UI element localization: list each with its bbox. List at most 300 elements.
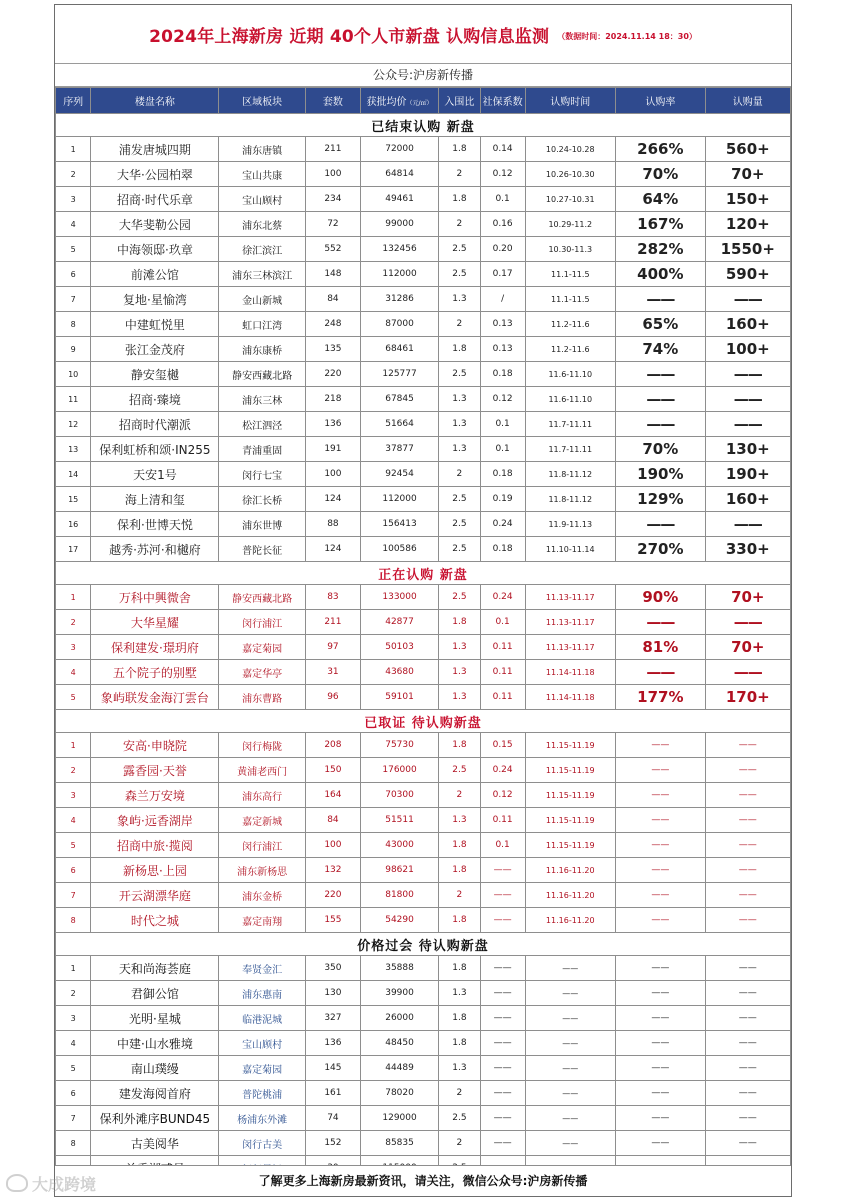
row-district: 黄浦老西门 — [219, 758, 305, 783]
row-units: 100 — [305, 162, 360, 187]
row-district: 浦东金桥 — [219, 883, 305, 908]
row-index: 3 — [56, 635, 91, 660]
row-rate: —— — [616, 858, 706, 883]
row-price: 78020 — [361, 1081, 439, 1106]
row-ratio: 1.8 — [439, 858, 481, 883]
row-district: 宝山共康 — [219, 162, 305, 187]
row-index: 1 — [56, 733, 91, 758]
row-district: 宝山顾村 — [219, 187, 305, 212]
row-rate: 129% — [616, 487, 706, 512]
row-volume: —— — [705, 512, 790, 537]
row-rate: 65% — [616, 312, 706, 337]
row-time: 11.15-11.19 — [525, 808, 616, 833]
row-time: 11.8-11.12 — [525, 487, 616, 512]
row-district: 普陀长征 — [219, 537, 305, 562]
row-name: 中建虹悦里 — [91, 312, 219, 337]
row-ratio: 1.3 — [439, 981, 481, 1006]
row-index: 15 — [56, 487, 91, 512]
row-time: —— — [525, 1131, 616, 1156]
row-volume: 560+ — [705, 137, 790, 162]
row-volume: 330+ — [705, 537, 790, 562]
row-ratio: 1.8 — [439, 733, 481, 758]
row-index: 7 — [56, 1106, 91, 1131]
row-name: 露香园·天誉 — [91, 758, 219, 783]
listing-table — [55, 87, 791, 1181]
row-index: 5 — [56, 237, 91, 262]
row-index: 8 — [56, 1131, 91, 1156]
row-ratio: 2 — [439, 212, 481, 237]
row-coef: —— — [480, 1106, 525, 1131]
row-name: 海上清和玺 — [91, 487, 219, 512]
row-name: 大华星耀 — [91, 610, 219, 635]
row-index: 11 — [56, 387, 91, 412]
row-coef: 0.18 — [480, 462, 525, 487]
row-district: 嘉定华亭 — [219, 660, 305, 685]
row-rate: —— — [616, 362, 706, 387]
row-ratio: 1.3 — [439, 808, 481, 833]
row-name: 时代之城 — [91, 908, 219, 933]
row-volume: —— — [705, 660, 790, 685]
row-time: 11.14-11.18 — [525, 685, 616, 710]
row-time: 11.7-11.11 — [525, 412, 616, 437]
row-index: 5 — [56, 833, 91, 858]
table-row — [56, 537, 791, 562]
row-name: 森兰万安境 — [91, 783, 219, 808]
table-row — [56, 312, 791, 337]
table-row — [56, 610, 791, 635]
table-row — [56, 908, 791, 933]
table-header — [56, 88, 791, 114]
row-units: 74 — [305, 1106, 360, 1131]
row-coef: 0.11 — [480, 808, 525, 833]
row-volume: —— — [705, 412, 790, 437]
row-ratio: 2 — [439, 162, 481, 187]
row-index: 4 — [56, 212, 91, 237]
row-price: 59101 — [361, 685, 439, 710]
table-row — [56, 685, 791, 710]
row-price: 39900 — [361, 981, 439, 1006]
row-coef: —— — [480, 883, 525, 908]
row-price: 50103 — [361, 635, 439, 660]
row-index: 2 — [56, 162, 91, 187]
row-time: —— — [525, 1106, 616, 1131]
col-header-price — [361, 88, 439, 114]
row-time: 11.16-11.20 — [525, 908, 616, 933]
row-name: 象屿联发金海汀雲台 — [91, 685, 219, 710]
row-units: 148 — [305, 262, 360, 287]
row-coef: 0.1 — [480, 412, 525, 437]
account-line: 公众号:沪房新传播 — [55, 64, 791, 87]
row-district: 徐汇长桥 — [219, 487, 305, 512]
row-district: 嘉定菊园 — [219, 635, 305, 660]
row-time: 11.9-11.13 — [525, 512, 616, 537]
row-coef: 0.1 — [480, 833, 525, 858]
row-ratio: 1.8 — [439, 1031, 481, 1056]
row-units: 135 — [305, 337, 360, 362]
row-rate: —— — [616, 387, 706, 412]
row-district: 静安西藏北路 — [219, 585, 305, 610]
row-district: 松江泗泾 — [219, 412, 305, 437]
table-row — [56, 660, 791, 685]
row-time: 11.2-11.6 — [525, 337, 616, 362]
row-price: 112000 — [361, 487, 439, 512]
row-rate: —— — [616, 956, 706, 981]
row-price: 72000 — [361, 137, 439, 162]
row-rate: —— — [616, 883, 706, 908]
row-district: 浦东惠南 — [219, 981, 305, 1006]
row-coef: 0.19 — [480, 487, 525, 512]
table-row — [56, 585, 791, 610]
row-name: 静安玺樾 — [91, 362, 219, 387]
row-units: 234 — [305, 187, 360, 212]
row-district: 浦东康桥 — [219, 337, 305, 362]
row-rate: 70% — [616, 162, 706, 187]
row-coef: —— — [480, 981, 525, 1006]
row-price: 100586 — [361, 537, 439, 562]
table-row — [56, 956, 791, 981]
row-index: 3 — [56, 187, 91, 212]
table-row — [56, 635, 791, 660]
row-rate: —— — [616, 1031, 706, 1056]
col-header-district: 区域板块 — [219, 88, 305, 114]
row-rate: —— — [616, 758, 706, 783]
row-volume: —— — [705, 1081, 790, 1106]
row-volume: 70+ — [705, 585, 790, 610]
table-row — [56, 462, 791, 487]
row-name: 古美阅华 — [91, 1131, 219, 1156]
row-rate: 266% — [616, 137, 706, 162]
row-district: 浦东唐镇 — [219, 137, 305, 162]
row-units: 96 — [305, 685, 360, 710]
row-price: 133000 — [361, 585, 439, 610]
row-index: 8 — [56, 312, 91, 337]
row-ratio: 2 — [439, 1081, 481, 1106]
row-units: 220 — [305, 883, 360, 908]
row-price: 67845 — [361, 387, 439, 412]
row-units: 97 — [305, 635, 360, 660]
row-district: 闵行古美 — [219, 1131, 305, 1156]
row-district: 浦东世博 — [219, 512, 305, 537]
row-time: 11.13-11.17 — [525, 610, 616, 635]
row-index: 7 — [56, 883, 91, 908]
row-time: 11.10-11.14 — [525, 537, 616, 562]
row-index: 4 — [56, 660, 91, 685]
row-coef: 0.13 — [480, 312, 525, 337]
row-name: 浦发唐城四期 — [91, 137, 219, 162]
row-rate: —— — [616, 981, 706, 1006]
row-ratio: 2.5 — [439, 537, 481, 562]
row-ratio: 1.3 — [439, 685, 481, 710]
row-coef: 0.17 — [480, 262, 525, 287]
row-rate: —— — [616, 833, 706, 858]
row-units: 84 — [305, 808, 360, 833]
table-row — [56, 833, 791, 858]
row-rate: —— — [616, 287, 706, 312]
row-ratio: 2 — [439, 1131, 481, 1156]
row-coef: 0.11 — [480, 635, 525, 660]
row-price: 26000 — [361, 1006, 439, 1031]
row-district: 闵行浦江 — [219, 833, 305, 858]
row-ratio: 2 — [439, 312, 481, 337]
row-price: 156413 — [361, 512, 439, 537]
row-district: 浦东北蔡 — [219, 212, 305, 237]
row-rate: —— — [616, 733, 706, 758]
row-index: 3 — [56, 783, 91, 808]
watermark-logo-icon — [6, 1174, 28, 1192]
row-ratio: 1.8 — [439, 956, 481, 981]
price-unit: （元/㎡） — [406, 100, 433, 107]
row-name: 保利外滩序BUND45 — [91, 1106, 219, 1131]
row-rate: —— — [616, 783, 706, 808]
row-volume: —— — [705, 783, 790, 808]
section-heading-row — [56, 710, 791, 733]
row-coef: 0.18 — [480, 537, 525, 562]
row-volume: —— — [705, 362, 790, 387]
row-units: 124 — [305, 537, 360, 562]
row-rate: —— — [616, 660, 706, 685]
row-index: 5 — [56, 1056, 91, 1081]
row-ratio: 1.3 — [439, 287, 481, 312]
row-name: 开云湖漂华庭 — [91, 883, 219, 908]
row-price: 85835 — [361, 1131, 439, 1156]
row-time: 11.1-11.5 — [525, 287, 616, 312]
row-units: 220 — [305, 362, 360, 387]
table-row — [56, 1106, 791, 1131]
table-row — [56, 1081, 791, 1106]
row-units: 130 — [305, 981, 360, 1006]
table-row — [56, 487, 791, 512]
table-row — [56, 362, 791, 387]
row-time: 11.15-11.19 — [525, 833, 616, 858]
row-coef: —— — [480, 1056, 525, 1081]
row-volume: —— — [705, 858, 790, 883]
row-ratio: 2.5 — [439, 237, 481, 262]
col-header-name: 楼盘名称 — [91, 88, 219, 114]
row-district: 浦东三林 — [219, 387, 305, 412]
row-coef: 0.24 — [480, 585, 525, 610]
row-volume: 160+ — [705, 487, 790, 512]
row-time: 11.2-11.6 — [525, 312, 616, 337]
row-ratio: 1.8 — [439, 337, 481, 362]
row-ratio: 1.3 — [439, 635, 481, 660]
row-units: 327 — [305, 1006, 360, 1031]
row-coef: 0.11 — [480, 660, 525, 685]
row-time: 11.1-11.5 — [525, 262, 616, 287]
row-index: 16 — [56, 512, 91, 537]
row-index: 12 — [56, 412, 91, 437]
row-district: 浦东新杨思 — [219, 858, 305, 883]
row-rate: —— — [616, 808, 706, 833]
data-timestamp: （数据时间：2024.11.14 18：30） — [557, 31, 697, 41]
row-coef: 0.24 — [480, 512, 525, 537]
section-heading: 已取证 待认购新盘 — [56, 710, 791, 733]
row-price: 81800 — [361, 883, 439, 908]
row-time: 11.16-11.20 — [525, 883, 616, 908]
row-rate: 81% — [616, 635, 706, 660]
row-ratio: 2.5 — [439, 585, 481, 610]
row-district: 嘉定南翔 — [219, 908, 305, 933]
table-row — [56, 758, 791, 783]
row-volume: 150+ — [705, 187, 790, 212]
col-header-coef: 社保系数 — [480, 88, 525, 114]
row-volume: —— — [705, 808, 790, 833]
row-ratio: 1.8 — [439, 610, 481, 635]
table-row — [56, 187, 791, 212]
row-price: 43000 — [361, 833, 439, 858]
row-time: 11.15-11.19 — [525, 783, 616, 808]
row-time: 10.24-10.28 — [525, 137, 616, 162]
row-district: 嘉定菊园 — [219, 1056, 305, 1081]
row-price: 129000 — [361, 1106, 439, 1131]
row-index: 2 — [56, 610, 91, 635]
row-coef: —— — [480, 1006, 525, 1031]
row-time: 10.26-10.30 — [525, 162, 616, 187]
table-row — [56, 162, 791, 187]
row-index: 2 — [56, 981, 91, 1006]
row-name: 天和尚海荟庭 — [91, 956, 219, 981]
row-price: 42877 — [361, 610, 439, 635]
row-index: 3 — [56, 1006, 91, 1031]
row-time: 11.14-11.18 — [525, 660, 616, 685]
row-units: 191 — [305, 437, 360, 462]
watermark — [6, 1172, 96, 1195]
row-units: 218 — [305, 387, 360, 412]
row-units: 83 — [305, 585, 360, 610]
row-ratio: 1.8 — [439, 137, 481, 162]
row-index: 6 — [56, 1081, 91, 1106]
row-rate: 282% — [616, 237, 706, 262]
row-name: 建发海阅首府 — [91, 1081, 219, 1106]
row-units: 552 — [305, 237, 360, 262]
row-time: 11.13-11.17 — [525, 585, 616, 610]
row-ratio: 1.8 — [439, 908, 481, 933]
table-row — [56, 412, 791, 437]
row-district: 浦东曹路 — [219, 685, 305, 710]
col-header-idx: 序列 — [56, 88, 91, 114]
row-name: 光明·星城 — [91, 1006, 219, 1031]
row-rate: —— — [616, 1131, 706, 1156]
row-coef: 0.18 — [480, 362, 525, 387]
row-index: 7 — [56, 287, 91, 312]
row-rate: —— — [616, 610, 706, 635]
row-units: 100 — [305, 833, 360, 858]
row-district: 虹口江湾 — [219, 312, 305, 337]
row-price: 75730 — [361, 733, 439, 758]
table-row — [56, 858, 791, 883]
section-heading: 已结束认购 新盘 — [56, 114, 791, 137]
row-volume: —— — [705, 908, 790, 933]
col-header-ratio: 入围比 — [439, 88, 481, 114]
row-rate: 400% — [616, 262, 706, 287]
row-name: 招商中旅·揽阅 — [91, 833, 219, 858]
row-rate: 167% — [616, 212, 706, 237]
row-name: 张江金茂府 — [91, 337, 219, 362]
row-volume: —— — [705, 1131, 790, 1156]
row-district: 普陀桃浦 — [219, 1081, 305, 1106]
row-rate: —— — [616, 1056, 706, 1081]
row-coef: —— — [480, 1131, 525, 1156]
row-price: 176000 — [361, 758, 439, 783]
row-coef: 0.12 — [480, 783, 525, 808]
row-volume: —— — [705, 981, 790, 1006]
section-heading: 价格过会 待认购新盘 — [56, 933, 791, 956]
row-volume: 120+ — [705, 212, 790, 237]
table-row — [56, 783, 791, 808]
table-row — [56, 262, 791, 287]
row-units: 31 — [305, 660, 360, 685]
row-coef: 0.12 — [480, 162, 525, 187]
row-coef: —— — [480, 908, 525, 933]
row-district: 浦东三林滨江 — [219, 262, 305, 287]
row-time: 11.15-11.19 — [525, 758, 616, 783]
row-volume: —— — [705, 758, 790, 783]
row-name: 新杨思·上园 — [91, 858, 219, 883]
row-volume: —— — [705, 956, 790, 981]
table-row — [56, 1006, 791, 1031]
table-row — [56, 287, 791, 312]
row-price: 43680 — [361, 660, 439, 685]
row-name: 越秀·苏河·和樾府 — [91, 537, 219, 562]
row-name: 君御公馆 — [91, 981, 219, 1006]
row-rate: 74% — [616, 337, 706, 362]
table-row — [56, 337, 791, 362]
row-coef: 0.15 — [480, 733, 525, 758]
row-index: 1 — [56, 137, 91, 162]
row-units: 100 — [305, 462, 360, 487]
row-units: 152 — [305, 1131, 360, 1156]
row-index: 6 — [56, 858, 91, 883]
table-row — [56, 137, 791, 162]
row-name: 招商·臻境 — [91, 387, 219, 412]
row-coef: 0.24 — [480, 758, 525, 783]
row-units: 136 — [305, 1031, 360, 1056]
row-time: —— — [525, 1031, 616, 1056]
row-coef: 0.1 — [480, 610, 525, 635]
table-row — [56, 237, 791, 262]
row-index: 1 — [56, 956, 91, 981]
row-price: 51664 — [361, 412, 439, 437]
row-ratio: 2.5 — [439, 758, 481, 783]
row-ratio: 1.3 — [439, 660, 481, 685]
row-coef: / — [480, 287, 525, 312]
row-rate: 190% — [616, 462, 706, 487]
row-units: 136 — [305, 412, 360, 437]
section-price-approved — [56, 933, 791, 1181]
row-price: 35888 — [361, 956, 439, 981]
col-header-rate: 认购率 — [616, 88, 706, 114]
section-heading: 正在认购 新盘 — [56, 562, 791, 585]
page-title: 2024年上海新房 近期 40个人市新盘 认购信息监测 — [149, 26, 550, 47]
row-rate: 70% — [616, 437, 706, 462]
row-time: —— — [525, 1081, 616, 1106]
row-district: 奉贤金汇 — [219, 956, 305, 981]
section-heading-row — [56, 562, 791, 585]
row-price: 51511 — [361, 808, 439, 833]
row-ratio: 2.5 — [439, 262, 481, 287]
row-time: 10.30-11.3 — [525, 237, 616, 262]
row-volume: —— — [705, 1056, 790, 1081]
row-index: 9 — [56, 337, 91, 362]
row-ratio: 1.3 — [439, 1056, 481, 1081]
row-volume: 70+ — [705, 162, 790, 187]
title-bar — [55, 5, 791, 64]
row-price: 44489 — [361, 1056, 439, 1081]
row-volume: —— — [705, 833, 790, 858]
row-name: 万科中興微舍 — [91, 585, 219, 610]
row-rate: 90% — [616, 585, 706, 610]
table-row — [56, 883, 791, 908]
row-district: 杨浦东外滩 — [219, 1106, 305, 1131]
